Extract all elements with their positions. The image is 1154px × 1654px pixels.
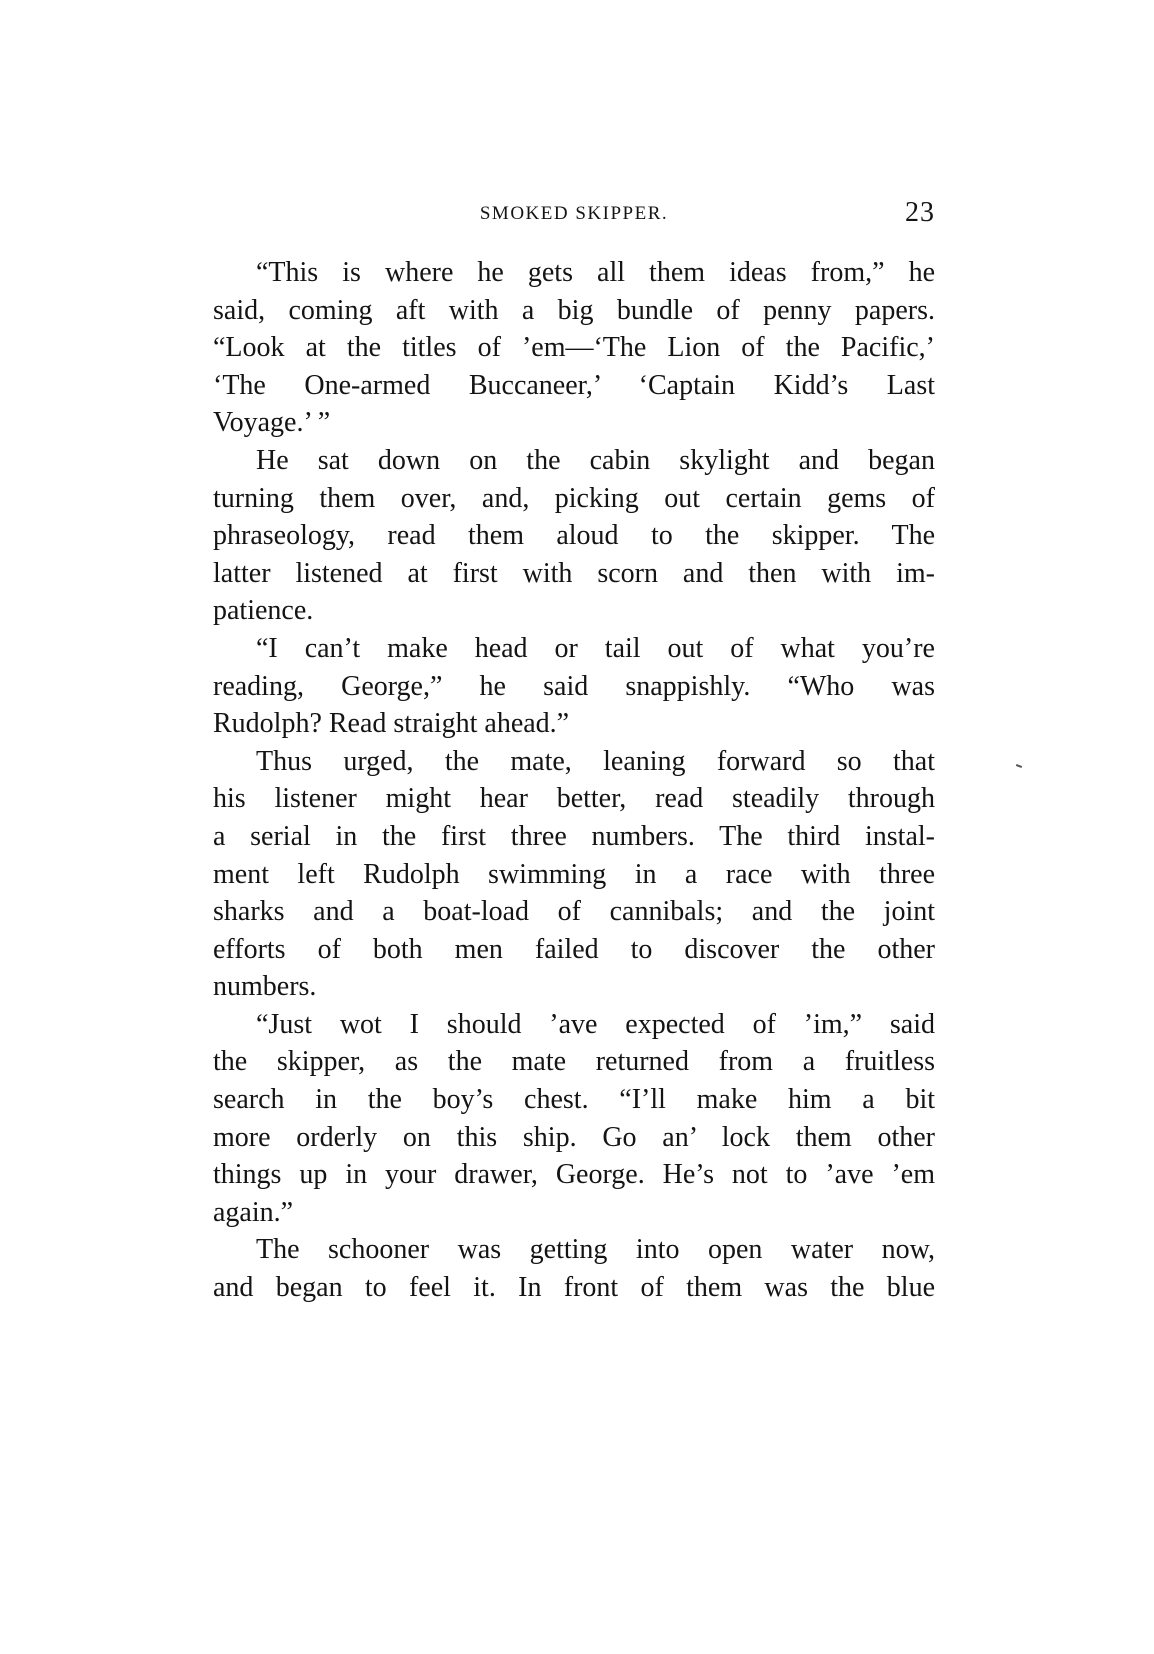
text-line: turning them over, and, picking out certain gems of — [213, 482, 935, 514]
running-head — [213, 197, 935, 237]
text-line: Rudolph? Read straight ahead.” — [213, 708, 570, 740]
running-title: SMOKED SKIPPER. — [479, 203, 669, 224]
text-line: ‘The One-armed Buccaneer,’ ‘Captain Kidd’s Last — [213, 369, 935, 401]
text-line: latter listened at first with scorn and then with im- — [213, 557, 935, 589]
text-line: numbers. — [213, 971, 317, 1003]
text-line: phraseology, read them aloud to the skipper. The — [213, 520, 935, 552]
text-line: his listener might hear better, read steadily through — [213, 783, 935, 815]
text-line: a serial in the first three numbers. The third instal- — [213, 820, 935, 852]
text-line: sharks and a boat-load of cannibals; and the joint — [213, 896, 935, 928]
text-line: efforts of both men failed to discover the other — [213, 933, 935, 965]
page-number: 23 — [905, 197, 935, 228]
text-line: and began to feel it. In front of them was the blue — [213, 1272, 935, 1304]
text-line: said, coming aft with a big bundle of penny papers. — [213, 294, 935, 326]
text-line: “Look at the titles of ’em—‘The Lion of the Pacific,’ — [213, 332, 935, 364]
text-line: “I can’t make head or tail out of what you’re — [256, 632, 935, 664]
text-line: search in the boy’s chest. “I’ll make him a bit — [213, 1084, 935, 1116]
text-line: reading, George,” he said snappishly. “Who was — [213, 670, 935, 702]
text-line: patience. — [213, 595, 314, 627]
text-line: more orderly on this ship. Go an’ lock them other — [213, 1121, 935, 1153]
stray-ink-mark — [1016, 764, 1022, 768]
text-line: ment left Rudolph swimming in a race with three — [213, 858, 935, 890]
body-text — [213, 254, 935, 1307]
text-line: again.” — [213, 1196, 294, 1228]
text-line: “This is where he gets all them ideas from,” he — [256, 257, 935, 288]
text-line: Voyage.’ ” — [213, 407, 331, 439]
text-line: He sat down on the cabin skylight and began — [256, 444, 935, 476]
text-line: the skipper, as the mate returned from a fruitless — [213, 1046, 935, 1078]
text-line: “Just wot I should ’ave expected of ’im,” said — [256, 1008, 935, 1040]
text-line: things up in your drawer, George. He’s not to ’ave ’em — [213, 1159, 935, 1191]
text-line: The schooner was getting into open water now, — [256, 1234, 935, 1266]
text-line: Thus urged, the mate, leaning forward so that — [256, 745, 935, 777]
